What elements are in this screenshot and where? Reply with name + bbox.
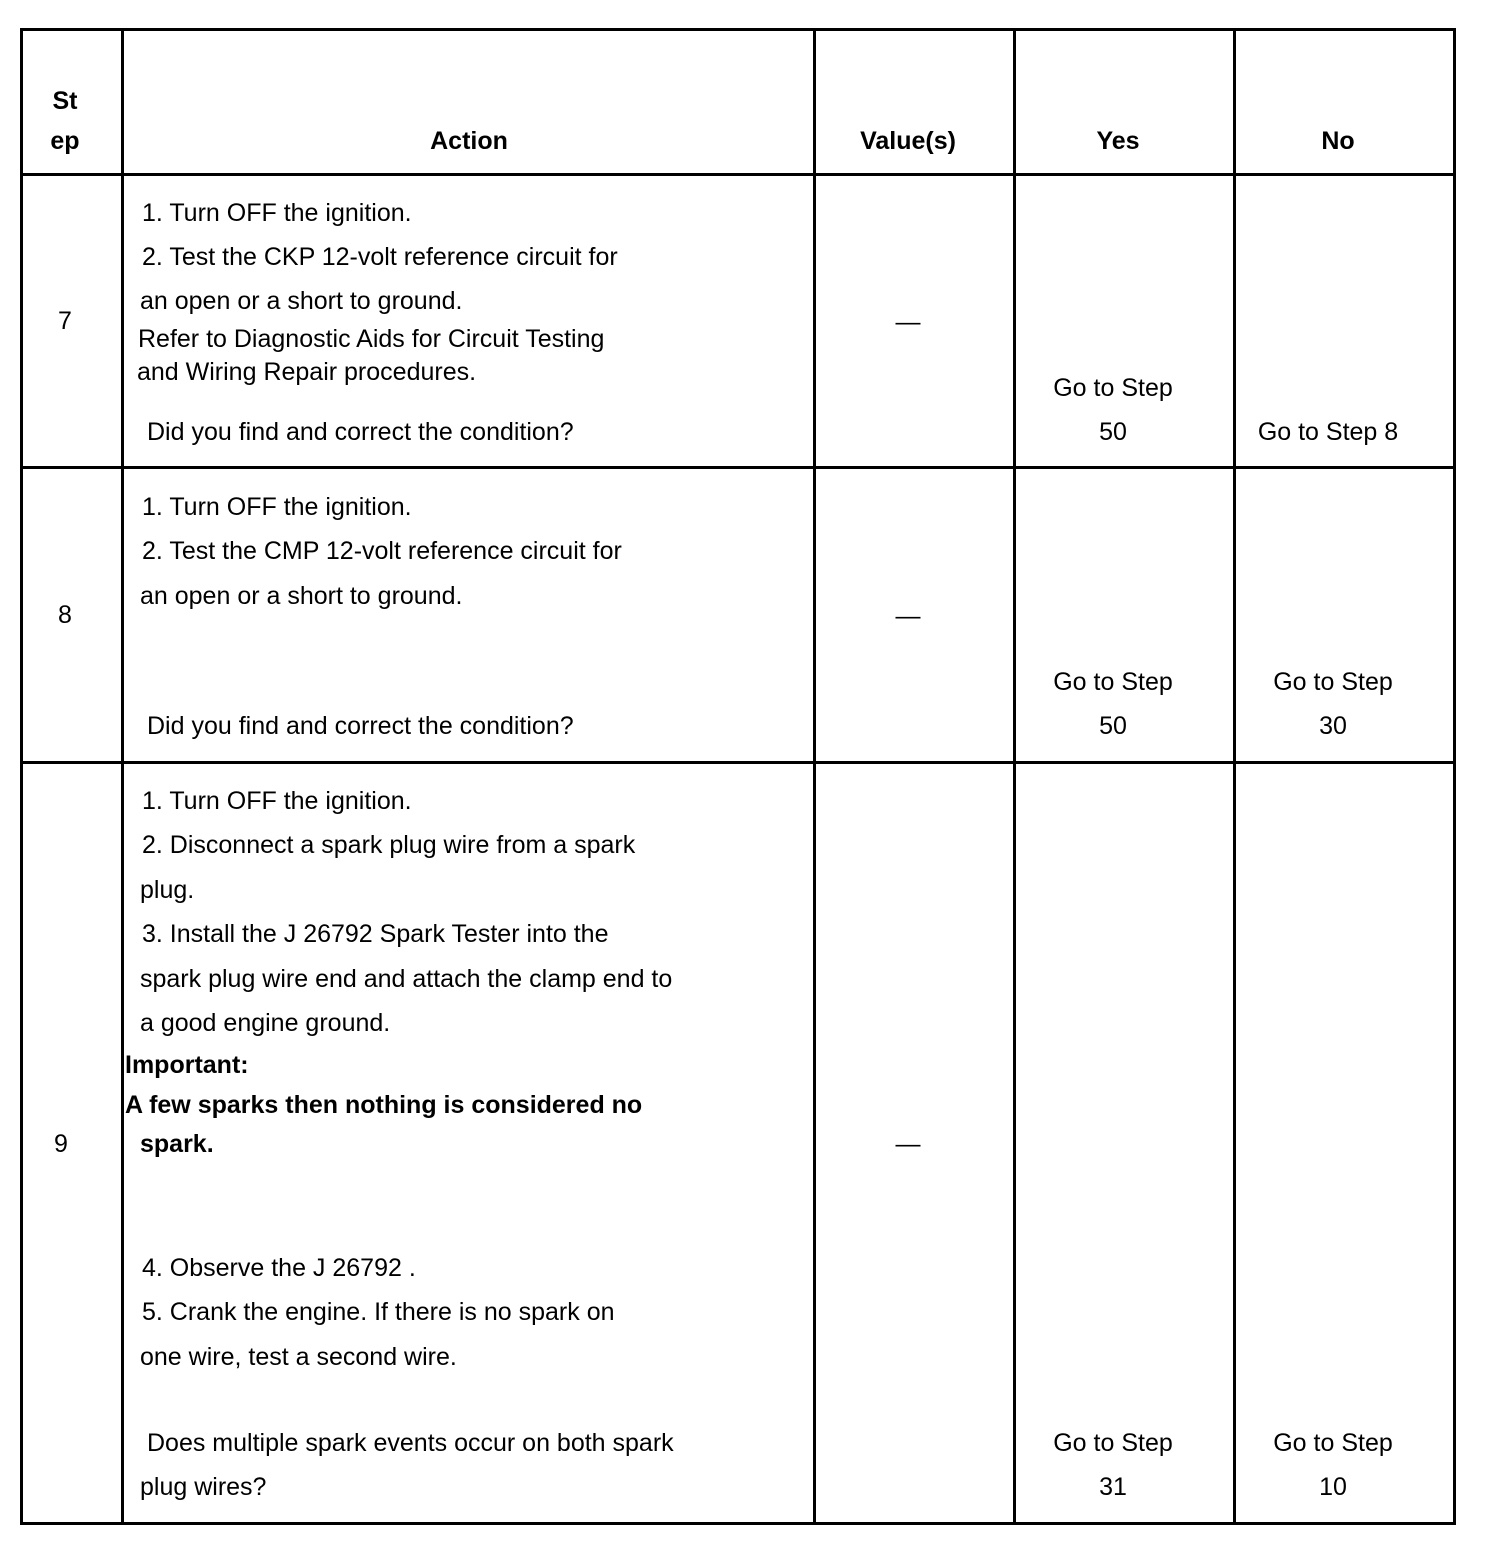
row-separator bbox=[20, 761, 1456, 764]
action-line: an open or a short to ground. bbox=[140, 287, 463, 315]
important-note: spark. bbox=[140, 1130, 214, 1158]
action-question: plug wires? bbox=[140, 1473, 267, 1501]
no-cell-line: 30 bbox=[1319, 712, 1347, 740]
header-step-line1: St bbox=[52, 87, 78, 115]
important-label: Important: bbox=[125, 1051, 249, 1079]
action-line: one wire, test a second wire. bbox=[140, 1343, 457, 1371]
action-question: Did you find and correct the condition? bbox=[147, 712, 574, 740]
yes-cell-line: Go to Step bbox=[1053, 668, 1173, 696]
action-line: 2. Disconnect a spark plug wire from a spark bbox=[142, 831, 636, 859]
header-no: No bbox=[1321, 127, 1355, 155]
action-line: and Wiring Repair procedures. bbox=[137, 358, 477, 386]
action-line: 1. Turn OFF the ignition. bbox=[142, 787, 412, 815]
important-note: A few sparks then nothing is considered no bbox=[125, 1091, 643, 1119]
value-cell: — bbox=[895, 308, 921, 336]
step-number: 9 bbox=[54, 1130, 68, 1158]
action-line: a good engine ground. bbox=[140, 1009, 391, 1037]
action-line: Refer to Diagnostic Aids for Circuit Testing bbox=[138, 325, 605, 353]
column-separator bbox=[813, 28, 816, 1525]
column-separator bbox=[1013, 28, 1016, 1525]
header-separator bbox=[20, 173, 1456, 176]
column-separator bbox=[1233, 28, 1236, 1525]
column-separator bbox=[121, 28, 124, 1525]
yes-cell-line: 50 bbox=[1099, 418, 1127, 446]
action-line: 2. Test the CKP 12-volt reference circuit for bbox=[142, 243, 618, 271]
no-cell-line: 10 bbox=[1319, 1473, 1347, 1501]
value-cell: — bbox=[895, 1130, 921, 1158]
no-cell-line: Go to Step bbox=[1273, 1429, 1393, 1457]
action-line: 1. Turn OFF the ignition. bbox=[142, 199, 412, 227]
action-line: 5. Crank the engine. If there is no spark on bbox=[142, 1298, 615, 1326]
yes-cell-line: 50 bbox=[1099, 712, 1127, 740]
action-question: Does multiple spark events occur on both spark bbox=[147, 1429, 674, 1457]
action-line: 1. Turn OFF the ignition. bbox=[142, 493, 412, 521]
action-line: plug. bbox=[140, 876, 195, 904]
header-action: Action bbox=[430, 127, 508, 155]
step-number: 7 bbox=[58, 307, 72, 335]
no-cell-line: Go to Step bbox=[1273, 668, 1393, 696]
row-separator bbox=[20, 466, 1456, 469]
header-values: Value(s) bbox=[860, 127, 956, 155]
header-yes: Yes bbox=[1096, 127, 1140, 155]
action-line: 2. Test the CMP 12-volt reference circuit for bbox=[142, 537, 622, 565]
step-number: 8 bbox=[58, 601, 72, 629]
table-border-right bbox=[1453, 28, 1456, 1525]
action-question: Did you find and correct the condition? bbox=[147, 418, 574, 446]
yes-cell-line: Go to Step bbox=[1053, 1429, 1173, 1457]
action-line: 4. Observe the J 26792 . bbox=[142, 1254, 416, 1282]
action-line: an open or a short to ground. bbox=[140, 582, 463, 610]
header-step-line2: ep bbox=[50, 127, 80, 155]
table-border-bottom bbox=[20, 1522, 1456, 1525]
yes-cell-line: Go to Step bbox=[1053, 374, 1173, 402]
yes-cell-line: 31 bbox=[1099, 1473, 1127, 1501]
table-border-top bbox=[20, 28, 1456, 31]
value-cell: — bbox=[895, 602, 921, 630]
action-line: spark plug wire end and attach the clamp end to bbox=[140, 965, 673, 993]
action-line: 3. Install the J 26792 Spark Tester into the bbox=[142, 920, 609, 948]
table-border-left bbox=[20, 28, 23, 1525]
no-cell-line: Go to Step 8 bbox=[1257, 418, 1399, 446]
